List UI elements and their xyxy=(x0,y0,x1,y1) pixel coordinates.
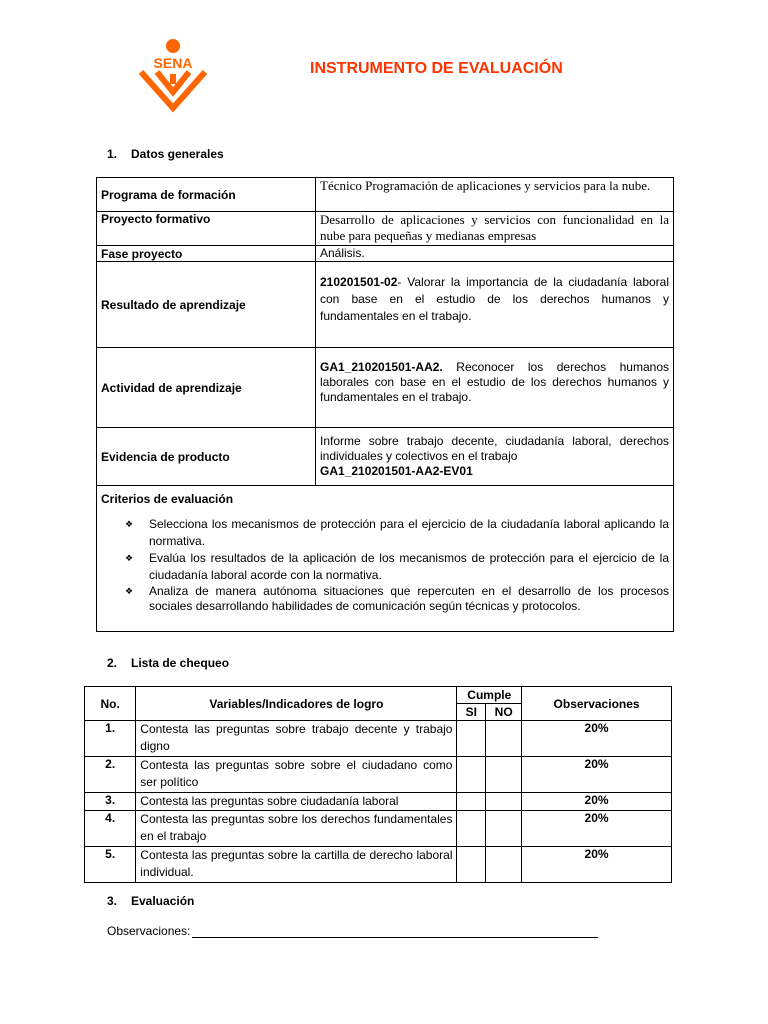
resultado-label: Resultado de aprendizaje xyxy=(97,262,316,348)
si-checkbox-cell[interactable] xyxy=(457,847,486,883)
criterio-text: Evalúa los resultados de la aplicación de los mecanismos de protección para el ejercicio de la ciudadanía laboral acorde con la normativa. xyxy=(149,551,669,582)
si-checkbox-cell[interactable] xyxy=(457,757,486,793)
general-data-table xyxy=(96,177,674,632)
col-header-no-cumple: NO xyxy=(486,704,522,721)
no-checkbox-cell[interactable] xyxy=(486,721,522,757)
actividad-label: Actividad de aprendizaje xyxy=(97,348,316,428)
resultado-text: - Valorar la importancia de la ciudadanía laboral con base en el estudio de los derechos humanos y fundamentales en el trabajo. xyxy=(320,275,669,323)
section-number: 2. xyxy=(107,656,118,670)
si-checkbox-cell[interactable] xyxy=(457,793,486,811)
col-header-no: No. xyxy=(85,687,136,721)
table-row xyxy=(85,811,672,847)
actividad-text: Reconocer los derechos humanos laborales con base en el estudio de los derechos humanos y fundamentales en el trabajo. xyxy=(320,360,669,404)
checklist-table xyxy=(84,686,672,883)
row-number: 5. xyxy=(85,847,136,883)
si-checkbox-cell[interactable] xyxy=(457,721,486,757)
actividad-code: GA1_210201501-AA2. xyxy=(320,360,443,374)
programa-value: Técnico Programación de aplicaciones y servicios para la nube. xyxy=(316,178,674,212)
row-indicator: Contesta las preguntas sobre ciudadanía laboral xyxy=(136,793,457,811)
section-title: Datos generales xyxy=(131,147,224,161)
evidencia-code: GA1_210201501-AA2-EV01 xyxy=(320,464,473,478)
row-number: 1. xyxy=(85,721,136,757)
no-checkbox-cell[interactable] xyxy=(486,847,522,883)
diamond-bullet-icon: ❖ xyxy=(125,519,134,529)
row-indicator: Contesta las preguntas sobre los derechos fundamentales en el trabajo xyxy=(136,811,457,847)
observaciones-field xyxy=(107,924,598,938)
evidencia-text: Informe sobre trabajo decente, ciudadanía laboral, derechos individuales y colectivos en el trabajo xyxy=(320,434,669,463)
section-title: Evaluación xyxy=(131,894,195,908)
criterio-text: Analiza de manera autónoma situaciones que repercuten en el desarrollo de los procesos sociales desarrollando habilidades de comunicación según técnicas y protocolos. xyxy=(149,584,669,613)
fase-label: Fase proyecto xyxy=(97,246,316,262)
evidencia-value xyxy=(316,428,674,486)
row-observation: 20% xyxy=(522,721,672,757)
no-checkbox-cell[interactable] xyxy=(486,811,522,847)
actividad-value xyxy=(316,348,674,428)
table-row xyxy=(85,847,672,883)
section-number: 1. xyxy=(107,147,118,161)
row-indicator: Contesta las preguntas sobre trabajo decente y trabajo digno xyxy=(136,721,457,757)
row-observation: 20% xyxy=(522,757,672,793)
programa-label: Programa de formación xyxy=(97,178,316,212)
row-observation: 20% xyxy=(522,793,672,811)
section-3-heading xyxy=(107,894,194,908)
row-observation: 20% xyxy=(522,847,672,883)
resultado-code: 210201501-02 xyxy=(320,275,398,289)
resultado-value xyxy=(316,262,674,348)
observaciones-label: Observaciones: xyxy=(107,924,191,938)
col-header-si: SI xyxy=(457,704,486,721)
criterio-item xyxy=(125,550,669,584)
section-1-heading xyxy=(107,147,224,161)
col-header-cumple: Cumple xyxy=(457,687,522,704)
col-header-variables: Variables/Indicadores de logro xyxy=(136,687,457,721)
criterio-item xyxy=(125,584,669,614)
section-2-heading xyxy=(107,656,229,670)
row-number: 3. xyxy=(85,793,136,811)
no-checkbox-cell[interactable] xyxy=(486,757,522,793)
diamond-bullet-icon: ❖ xyxy=(125,586,134,596)
criterio-item xyxy=(125,516,669,550)
fase-value: Análisis. xyxy=(316,246,674,262)
section-number: 3. xyxy=(107,894,118,908)
row-observation: 20% xyxy=(522,811,672,847)
row-number: 2. xyxy=(85,757,136,793)
criterios-label: Criterios de evaluación xyxy=(101,492,234,506)
row-number: 4. xyxy=(85,811,136,847)
row-indicator: Contesta las preguntas sobre sobre el ciudadano como ser político xyxy=(136,757,457,793)
si-checkbox-cell[interactable] xyxy=(457,811,486,847)
document-title: INSTRUMENTO DE EVALUACIÓN xyxy=(310,60,563,77)
section-title: Lista de chequeo xyxy=(131,656,230,670)
sena-logo xyxy=(135,38,210,113)
table-row xyxy=(85,721,672,757)
logo-text: SENA xyxy=(153,55,193,71)
proyecto-value: Desarrollo de aplicaciones y servicios con funcionalidad en la nube para pequeñas y medianas empresas xyxy=(316,212,674,246)
criterios-cell xyxy=(97,486,674,632)
table-row xyxy=(85,793,672,811)
evidencia-label: Evidencia de producto xyxy=(97,428,316,486)
proyecto-label: Proyecto formativo xyxy=(97,212,316,246)
observaciones-input-line[interactable] xyxy=(192,925,598,938)
row-indicator: Contesta las preguntas sobre la cartilla de derecho laboral individual. xyxy=(136,847,457,883)
diamond-bullet-icon: ❖ xyxy=(125,553,134,563)
no-checkbox-cell[interactable] xyxy=(486,793,522,811)
col-header-observaciones: Observaciones xyxy=(522,687,672,721)
criterio-text: Selecciona los mecanismos de protección para el ejercicio de la ciudadanía laboral aplicando la normativa. xyxy=(149,517,669,548)
table-row xyxy=(85,757,672,793)
criterios-list xyxy=(101,516,669,614)
